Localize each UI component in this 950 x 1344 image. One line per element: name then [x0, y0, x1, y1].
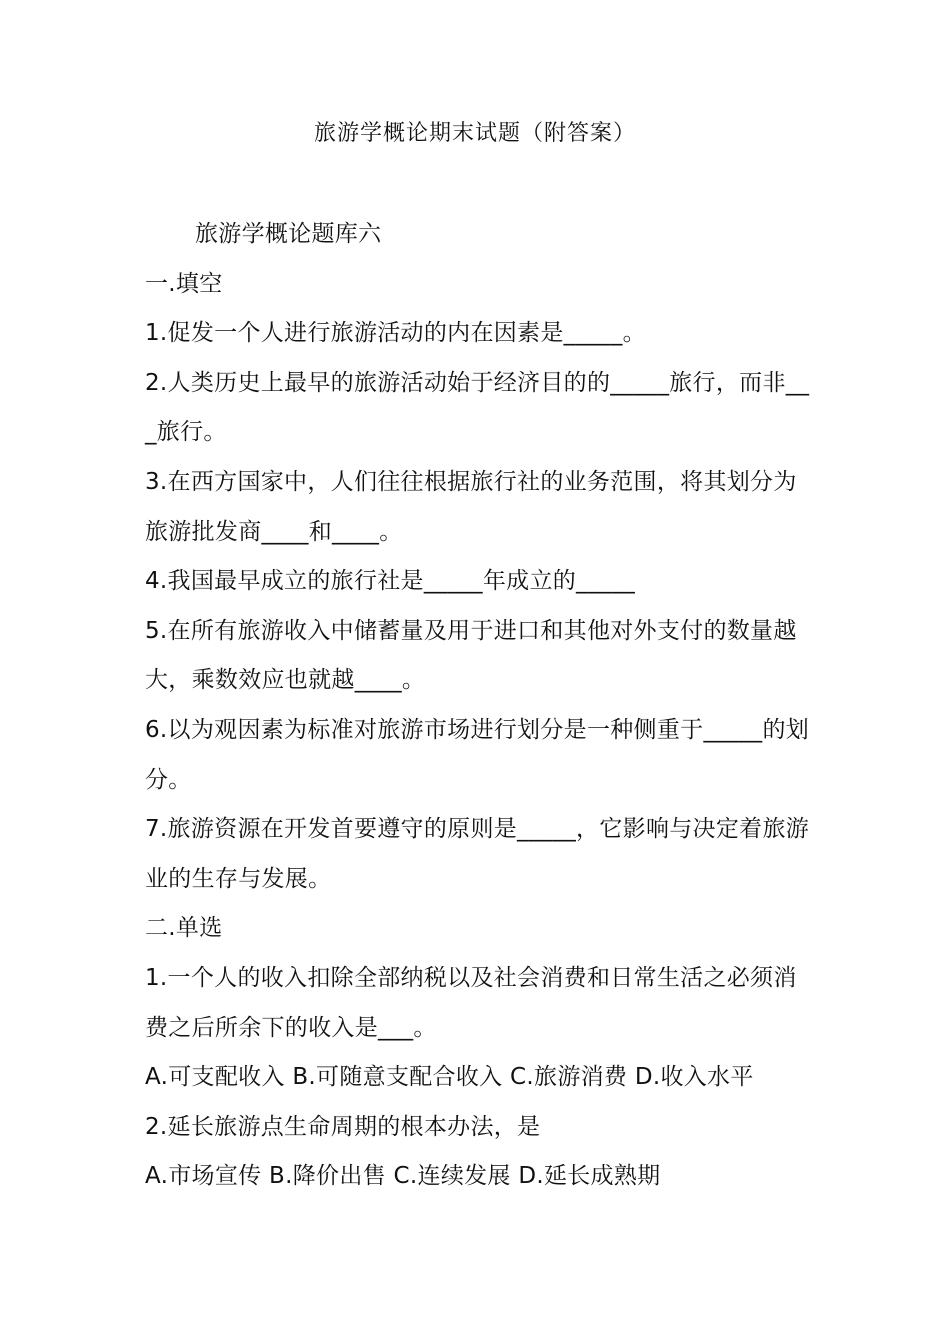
document-title: 旅游学概论期末试题（附答案）	[313, 121, 636, 146]
document-body	[145, 210, 810, 1202]
section-heading-single-choice: 二.单选	[145, 915, 223, 942]
question-item: 1.一个人的收入扣除全部纳税以及社会消费和日常生活之必须消费之后所余下的收入是___。	[145, 964, 797, 1041]
question-item: 6.以为观因素为标准对旅游市场进行划分是一种侧重于_____的划分。	[145, 716, 810, 793]
answer-options: A.可支配收入 B.可随意支配合收入 C.旅游消费 D.收入水平	[145, 1064, 754, 1091]
question-item: 7.旅游资源在开发首要遵守的原则是_____，它影响与决定着旅游业的生存与发展。	[145, 816, 810, 892]
section-heading-fill-blank: 一.填空	[145, 270, 223, 297]
question-item: 2.人类历史上最早的旅游活动始于经济目的的_____旅行，而非___旅行。	[145, 369, 810, 446]
question-item: 3.在西方国家中，人们往往根据旅行社的业务范围，将其划分为旅游批发商____和____。	[145, 468, 797, 545]
document-subtitle: 旅游学概论题库六	[195, 221, 382, 247]
question-item: 4.我国最早成立的旅行社是_____年成立的_____	[145, 568, 636, 595]
answer-options: A.市场宣传 B.降价出售 C.连续发展 D.延长成熟期	[145, 1163, 661, 1190]
question-item: 2.延长旅游点生命周期的根本办法，是	[145, 1113, 541, 1140]
question-item: 1.促发一个人进行旅游活动的内在因素是_____。	[145, 320, 646, 347]
question-item: 5.在所有旅游收入中储蓄量及用于进口和其他对外支付的数量越大，乘数效应也就越____。	[145, 617, 797, 694]
